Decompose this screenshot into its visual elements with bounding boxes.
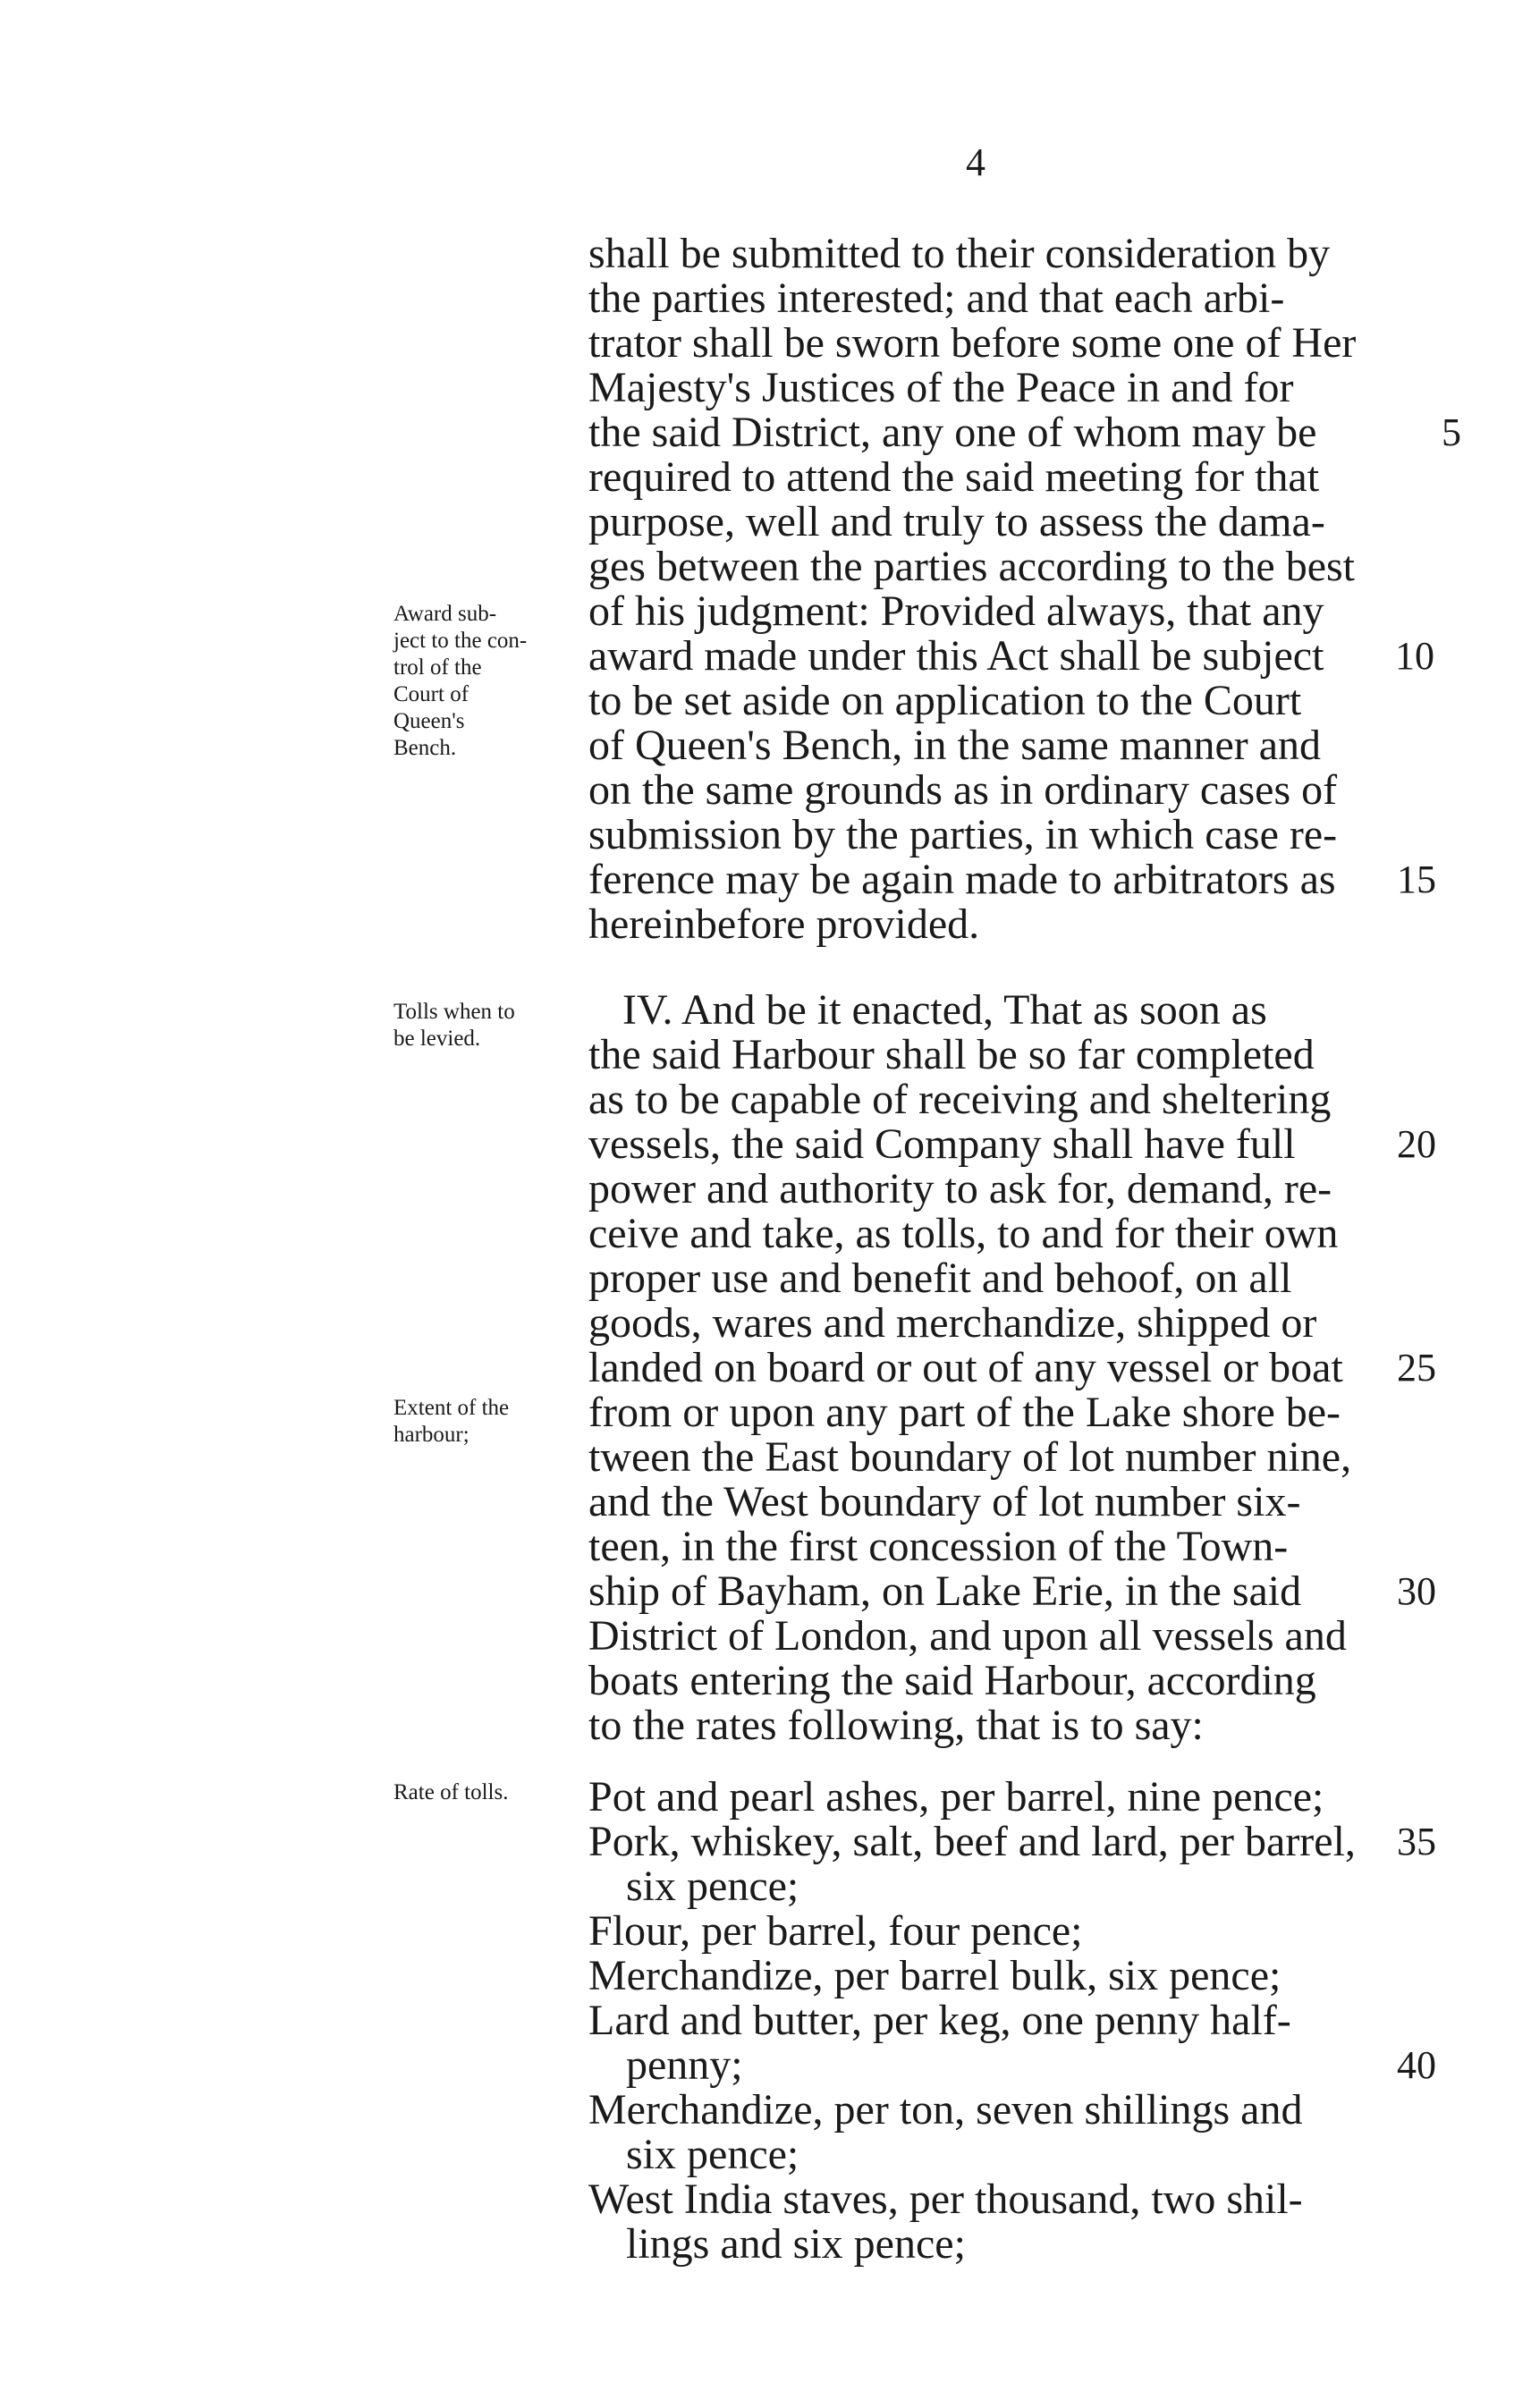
margin-note-line: Award sub- — [393, 602, 497, 626]
toll-item-line: six pence; — [626, 2131, 799, 2178]
body-line: power and authority to ask for, demand, re- — [588, 1165, 1332, 1212]
toll-item-line: penny; — [626, 2041, 743, 2089]
line-number: 25 — [1397, 1346, 1436, 1390]
margin-note-line: trol of the — [393, 655, 482, 680]
line-number: 35 — [1397, 1820, 1436, 1863]
margin-note-line: Extent of the — [393, 1396, 510, 1420]
body-line: purpose, well and truly to assess the dama- — [588, 498, 1325, 545]
margin-note-line: Queen's — [393, 709, 465, 733]
body-line: ceive and take, as tolls, to and for their own — [588, 1210, 1339, 1257]
body-line: required to attend the said meeting for that — [588, 453, 1320, 501]
margin-note-line: ject to the con- — [393, 629, 528, 653]
body-line: landed on board or out of any vessel or boat — [588, 1344, 1343, 1391]
toll-item-line: lings and six pence; — [626, 2220, 966, 2268]
line-number: 15 — [1397, 858, 1436, 901]
body-line: as to be capable of receiving and sheltering — [588, 1076, 1332, 1123]
body-line: to be set aside on application to the Court — [588, 677, 1302, 724]
toll-item-line: Merchandize, per barrel bulk, six pence; — [588, 1952, 1281, 1999]
line-number: 30 — [1397, 1569, 1436, 1613]
body-line: the said Harbour shall be so far completed — [588, 1031, 1315, 1078]
toll-item-line: six pence; — [626, 1863, 799, 1910]
body-line: proper use and benefit and behoof, on all — [588, 1255, 1292, 1302]
line-number: 5 — [1442, 410, 1461, 454]
body-line: and the West boundary of lot number six- — [588, 1478, 1301, 1525]
body-line: Majesty's Justices of the Peace in and for — [588, 364, 1294, 411]
body-line: of Queen's Bench, in the same manner and — [588, 722, 1322, 769]
margin-note-line: Tolls when to — [393, 1000, 515, 1024]
body-line: from or upon any part of the Lake shore be- — [588, 1389, 1341, 1436]
toll-item-line: Lard and butter, per keg, one penny half- — [588, 1997, 1291, 2044]
margin-note-extent — [393, 1395, 509, 1449]
body-line: ference may be again made to arbitrators as — [588, 856, 1336, 903]
margin-note-award — [393, 601, 527, 762]
body-line: trator shall be sworn before some one of Her — [588, 319, 1357, 367]
margin-note-line: be levied. — [393, 1027, 481, 1051]
toll-item-line: West India staves, per thousand, two shil- — [588, 2176, 1303, 2223]
line-number: 40 — [1397, 2043, 1436, 2087]
line-number: 10 — [1395, 634, 1434, 678]
toll-item-line: Flour, per barrel, four pence; — [588, 1907, 1083, 1955]
body-line: the said District, any one of whom may be — [588, 409, 1317, 456]
line-number: 20 — [1397, 1122, 1436, 1166]
body-line: District of London, and upon all vessels and — [588, 1612, 1347, 1660]
body-line: of his judgment: Provided always, that any — [588, 587, 1324, 635]
toll-item-line: Pot and pearl ashes, per barrel, nine pence; — [588, 1773, 1324, 1821]
toll-item-line: Merchandize, per ton, seven shillings and — [588, 2086, 1303, 2133]
margin-note-line: Bench. — [393, 736, 457, 760]
body-line: on the same grounds as in ordinary cases of — [588, 766, 1338, 814]
margin-note-rate — [393, 1779, 508, 1806]
body-line: vessels, the said Company shall have full — [588, 1120, 1296, 1168]
body-line: ges between the parties according to the best — [588, 543, 1356, 590]
section-heading-line: IV. And be it enacted, That as soon as — [622, 986, 1267, 1034]
toll-item-line: Pork, whiskey, salt, beef and lard, per barrel, — [588, 1818, 1356, 1865]
body-line: award made under this Act shall be subject — [588, 632, 1324, 680]
body-line: ship of Bayham, on Lake Erie, in the said — [588, 1567, 1302, 1615]
margin-note-line: Rate of tolls. — [393, 1780, 509, 1804]
body-line: boats entering the said Harbour, according — [588, 1657, 1316, 1704]
body-line: tween the East boundary of lot number nine, — [588, 1433, 1352, 1481]
page-number: 4 — [966, 140, 985, 184]
body-line: the parties interested; and that each arbi- — [588, 275, 1285, 322]
body-line: goods, wares and merchandize, shipped or — [588, 1299, 1317, 1347]
margin-note-line: Court of — [393, 682, 469, 706]
body-line: shall be submitted to their consideration by — [588, 230, 1331, 277]
body-line: hereinbefore provided. — [588, 900, 980, 948]
body-line: submission by the parties, in which case re- — [588, 811, 1338, 858]
margin-note-tolls — [393, 999, 515, 1052]
body-line: to the rates following, that is to say: — [588, 1702, 1204, 1749]
margin-note-line: harbour; — [393, 1423, 469, 1447]
body-line: teen, in the first concession of the Town- — [588, 1523, 1289, 1570]
